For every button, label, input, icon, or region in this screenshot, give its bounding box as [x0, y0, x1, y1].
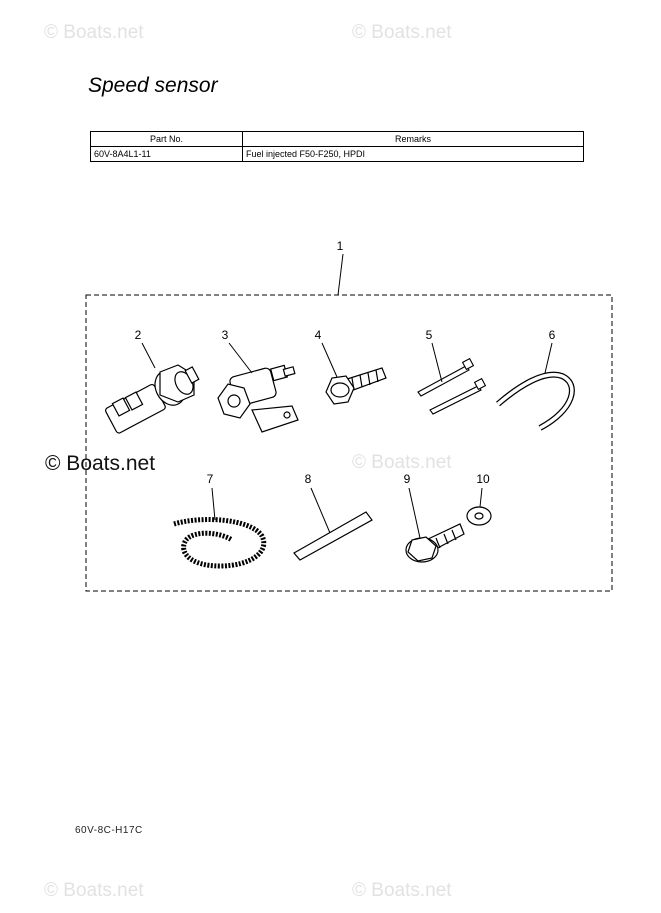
part-flange-bolt [406, 524, 464, 562]
part-washer [467, 507, 491, 525]
watermark-top-left: © Boats.net [44, 22, 144, 43]
callout-3: 3 [221, 328, 229, 342]
leader-10 [480, 488, 482, 507]
watermark-top-center: © Boats.net [352, 22, 452, 43]
watermark-mid-left: © Boats.net [45, 452, 156, 475]
leader-9 [409, 488, 420, 538]
callout-8: 8 [304, 472, 312, 486]
part-rod [294, 512, 372, 560]
callout-2: 2 [134, 328, 142, 342]
part-coiled-wire [174, 520, 264, 566]
cell-remarks: Fuel injected F50-F250, HPDI [243, 147, 584, 162]
kit-boundary [86, 295, 612, 591]
part-hose-fitting [218, 365, 298, 432]
leader-8 [311, 488, 330, 533]
part-speed-sensor [105, 365, 199, 434]
callout-1: 1 [336, 239, 344, 253]
watermark-bottom-left: © Boats.net [44, 880, 144, 901]
leader-3 [229, 343, 252, 373]
cell-part-no: 60V-8A4L1-11 [91, 147, 243, 162]
callout-5: 5 [425, 328, 433, 342]
callout-4: 4 [314, 328, 322, 342]
watermark-bottom-center: © Boats.net [352, 880, 452, 901]
callout-7: 7 [206, 472, 214, 486]
leader-1 [338, 254, 343, 295]
leader-4 [322, 343, 337, 377]
page-title: Speed sensor [88, 74, 218, 97]
callout-10: 10 [476, 472, 490, 486]
leader-5 [432, 343, 442, 382]
header-part-no: Part No. [91, 132, 243, 147]
header-remarks: Remarks [243, 132, 584, 147]
part-hose [498, 375, 572, 428]
footer-code: 60V-8C-H17C [75, 825, 143, 836]
part-cable-ties [418, 359, 485, 414]
callout-9: 9 [403, 472, 411, 486]
leader-2 [142, 343, 155, 368]
callout-6: 6 [548, 328, 556, 342]
watermark-mid-center: © Boats.net [352, 452, 452, 473]
leader-7 [212, 488, 215, 520]
leader-6 [545, 343, 552, 373]
